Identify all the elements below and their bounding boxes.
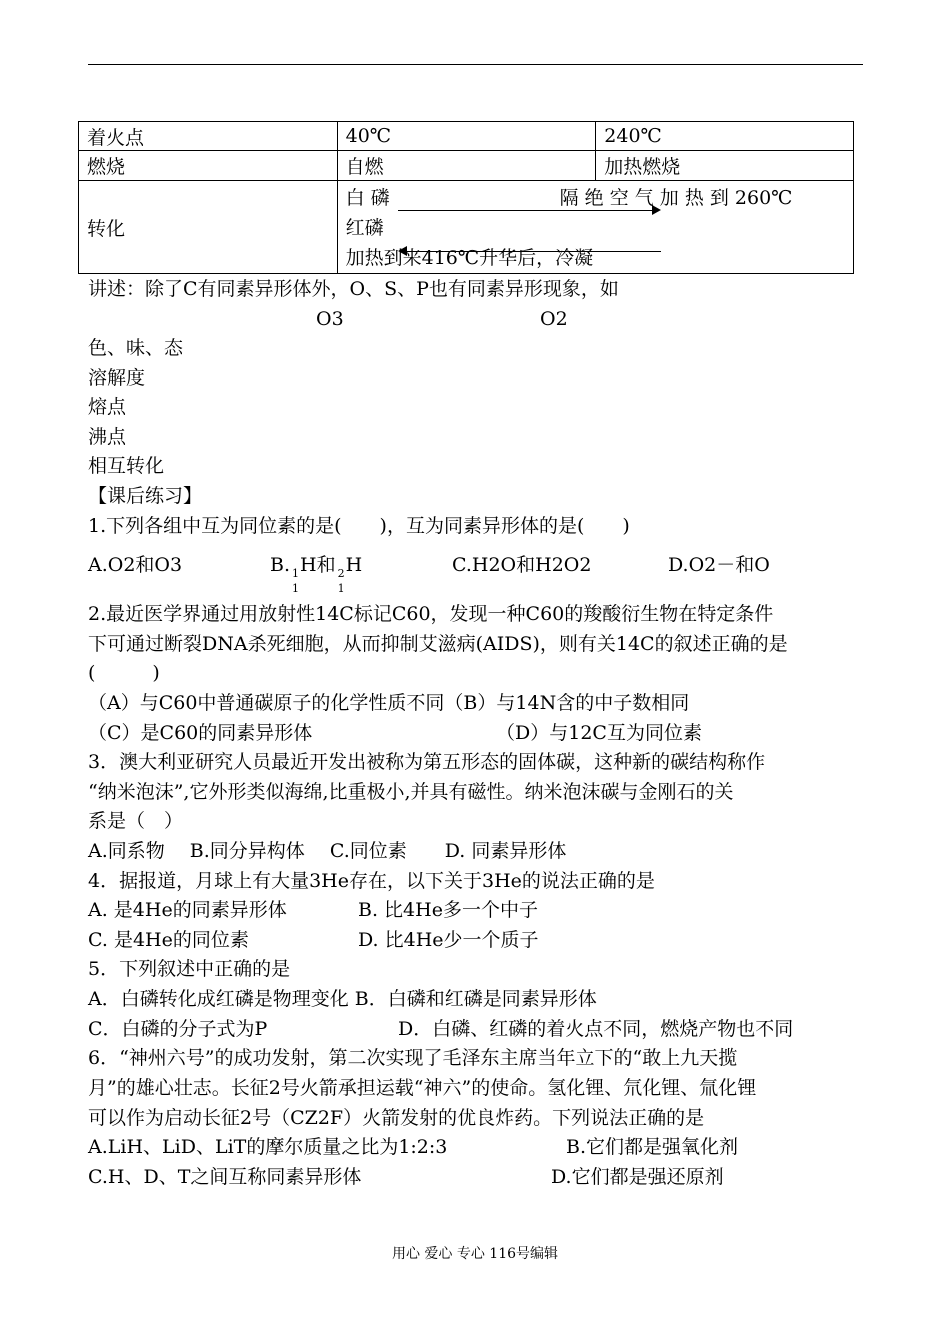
table-cell: 240℃ <box>596 122 854 151</box>
reverse-arrowhead <box>398 246 407 256</box>
q2-line-3: ( ) <box>88 662 160 684</box>
q4-option-c: C. 是4He的同位素 <box>88 929 249 951</box>
conversion-cell <box>337 181 853 274</box>
q1-option-c: C.H2O和H2O2 <box>452 554 592 576</box>
q2-option-c: （C）是C60的同素异形体 <box>88 722 313 744</box>
forward-arrowhead <box>652 205 661 215</box>
table-row <box>79 122 854 151</box>
reverse-arrow-line <box>404 251 661 252</box>
q5-option-c: C．白磷的分子式为P <box>88 1018 268 1040</box>
table-cell: 40℃ <box>337 122 596 151</box>
q6-option-a: A.LiH、LiD、LiT的摩尔质量之比为1:2:3 <box>88 1136 448 1158</box>
q2-line-1: 2.最近医学界通过用放射性14C标记C60，发现一种C60的羧酸衍生物在特定条件 <box>88 603 774 625</box>
q1-stem: 1.下列各组中互为同位素的是( )，互为同素异形体的是( ) <box>88 515 630 537</box>
q2-line-2: 下可通过断裂DNA杀死细胞，从而抑制艾滋病(AIDS)，则有关14C的叙述正确的是 <box>88 633 788 655</box>
q4-option-a: A. 是4He的同素异形体 <box>88 899 287 921</box>
property-item: 溶解度 <box>88 367 146 389</box>
q1-option-b: B. 1 1 H和 2 1 H <box>270 554 363 595</box>
table-cell: 着火点 <box>79 122 338 151</box>
table-cell: 加热燃烧 <box>596 151 854 181</box>
table-cell: 燃烧 <box>79 151 338 181</box>
q6-line-2: 月”的雄心壮志。长征2号火箭承担运载“神六”的使命。氢化锂、氘化锂、氚化锂 <box>88 1077 757 1099</box>
property-item: 沸点 <box>88 426 127 448</box>
q5-options-ab: A．白磷转化成红磷是物理变化 B．白磷和红磷是同素异形体 <box>88 988 597 1010</box>
q3-options: A.同系物 B.同分异构体 C.同位素 D. 同素异形体 <box>88 840 567 862</box>
table-cell: 自燃 <box>337 151 596 181</box>
q1-option-a: A.O2和O3 <box>88 554 183 576</box>
q4-stem: 4．据报道，月球上有大量3He存在，以下关于3He的说法正确的是 <box>88 870 655 892</box>
q5-option-d: D．白磷、红磷的着火点不同，燃烧产物也不同 <box>398 1018 794 1040</box>
lower-condition-text: 加热到来416℃升华后，冷凝 <box>345 247 594 269</box>
q4-option-b: B. 比4He多一个中子 <box>358 899 538 921</box>
q3-line-3: 系是（ ） <box>88 810 184 832</box>
property-item: 熔点 <box>88 396 127 418</box>
ozone-label: O3 <box>316 308 344 330</box>
q6-option-b: B.它们都是强氧化剂 <box>566 1136 739 1158</box>
q6-option-c: C.H、D、T之间互称同素异形体 <box>88 1166 362 1188</box>
table-row <box>79 151 854 181</box>
property-item: 色、味、态 <box>88 337 184 359</box>
table-row <box>79 181 854 274</box>
q2-options-ab: （A）与C60中普通碳原子的化学性质不同（B）与14N含的中子数相同 <box>88 692 690 714</box>
q1-option-d: D.O2－和O <box>668 554 770 576</box>
page-footer: 用心 爱心 专心 116号编辑 <box>391 1246 559 1262</box>
white-phosphorus-label: 白 磷 <box>345 187 390 209</box>
q3-line-2: “纳米泡沫”,它外形类似海绵,比重极小,并具有磁性。纳米泡沫碳与金刚石的关 <box>88 781 734 803</box>
upper-condition-text: 隔 绝 空 气 加 热 到 260℃ <box>559 187 793 209</box>
q6-line-3: 可以作为启动长征2号（CZ2F）火箭发射的优良炸药。下列说法正确的是 <box>88 1107 705 1129</box>
q3-line-1: 3．澳大利亚研究人员最近开发出被称为第五形态的固体碳，这种新的碳结构称作 <box>88 751 766 773</box>
q2-option-d: （D）与12C互为同位素 <box>496 722 702 744</box>
property-item: 相互转化 <box>88 455 165 477</box>
narration-text: 讲述：除了C有同素异形体外，O、S、P也有同素异形现象，如 <box>88 278 619 300</box>
q6-option-d: D.它们都是强还原剂 <box>551 1166 724 1188</box>
q6-line-1: 6．“神州六号”的成功发射，第二次实现了毛泽东主席当年立下的“敢上九天揽 <box>88 1047 738 1069</box>
q5-stem: 5．下列叙述中正确的是 <box>88 958 291 980</box>
forward-arrow-line <box>398 210 654 211</box>
oxygen-label: O2 <box>540 308 568 330</box>
table-cell: 转化 <box>79 181 338 274</box>
red-phosphorus-label: 红磷 <box>345 217 384 239</box>
section-title: 【课后练习】 <box>88 485 203 507</box>
q4-option-d: D. 比4He少一个质子 <box>358 929 539 951</box>
header-rule <box>88 64 863 65</box>
